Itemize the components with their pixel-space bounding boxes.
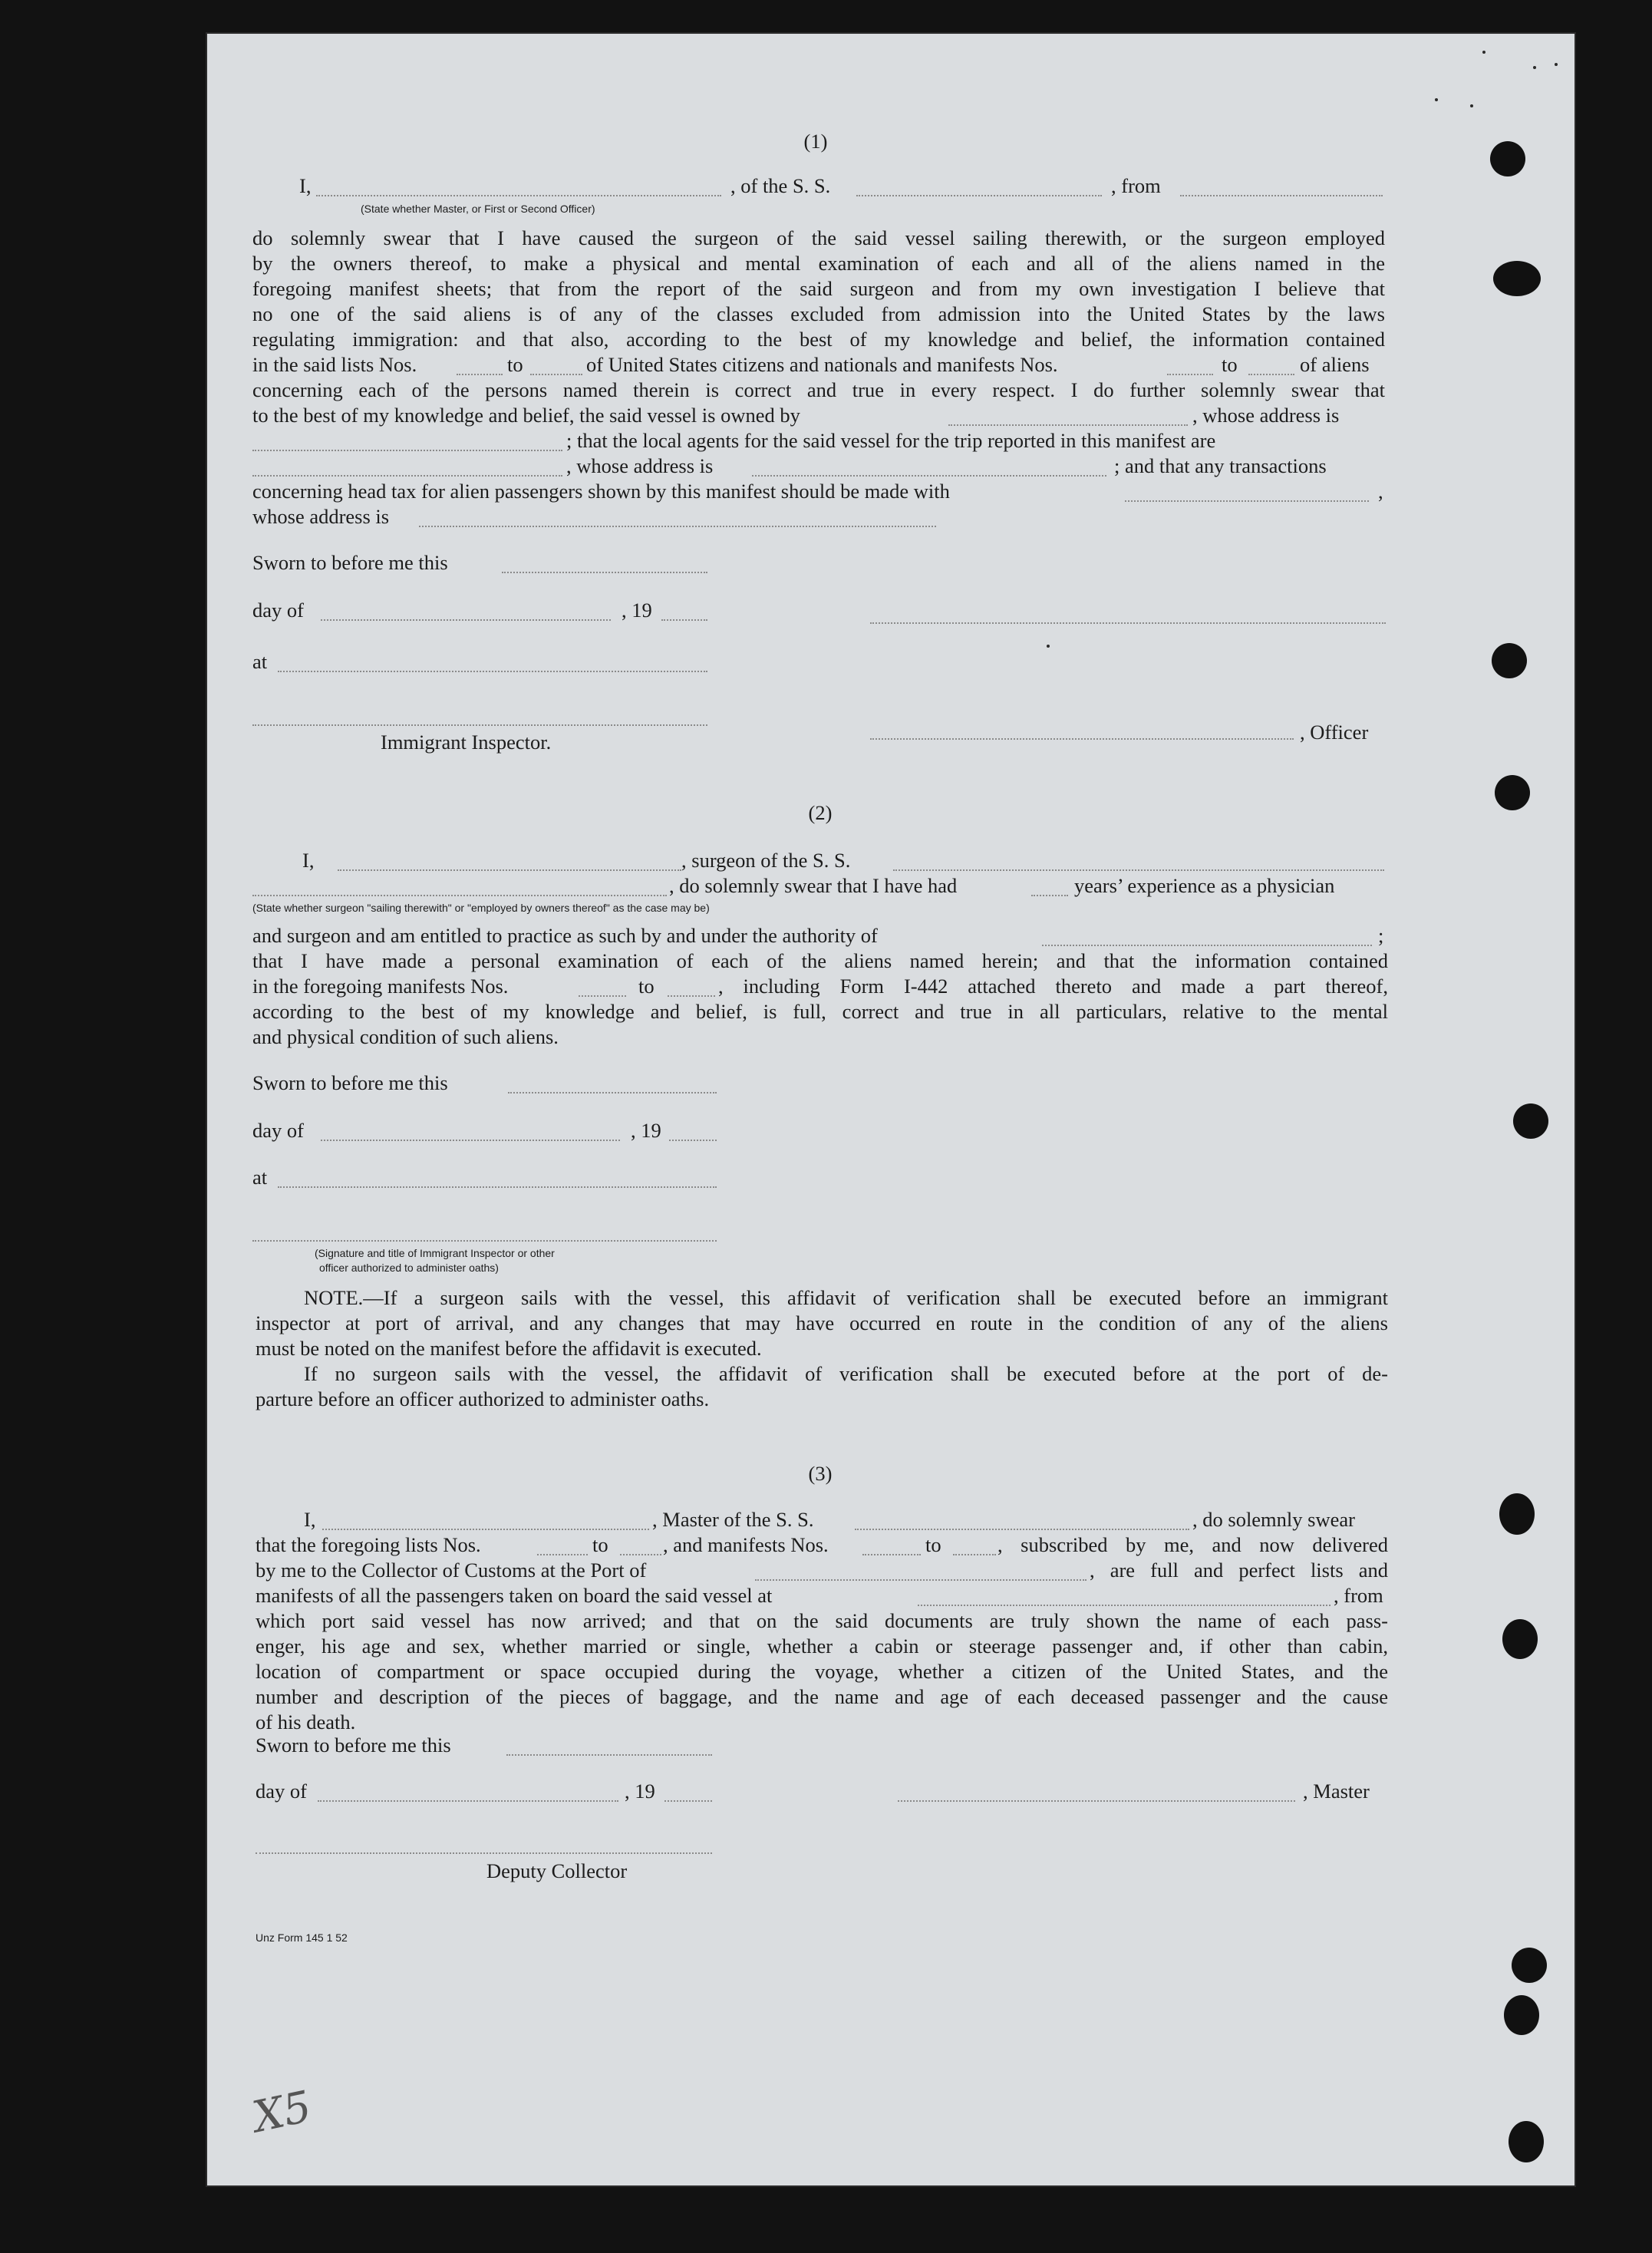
s3-month-field[interactable] xyxy=(318,1800,618,1802)
s2-vessel-field[interactable] xyxy=(893,869,1384,871)
s2-day-of: day of xyxy=(252,1119,304,1142)
s3-line-3b: , are full and perfect lists and xyxy=(1090,1559,1388,1582)
s3-year: , 19 xyxy=(625,1780,655,1803)
s1-inspector: Immigrant Inspector. xyxy=(381,731,552,754)
s1-line-6c: of United States citizens and nationals and manifests Nos. xyxy=(586,353,1058,376)
s3-sworn-day-field[interactable] xyxy=(506,1754,712,1756)
s1-i: I, xyxy=(299,174,312,197)
s1-line-9: ; that the local agents for the said vessel for the trip reported in this manifest are xyxy=(566,429,1216,452)
s1-line-11a: concerning head tax for alien passengers shown by this manifest should be made with xyxy=(252,480,950,503)
s1-line-8b: , whose address is xyxy=(1192,404,1340,427)
s2-line-5b: to xyxy=(638,975,655,998)
form-id: Unz Form 145 1 52 xyxy=(256,1931,348,1944)
s3-manifest-to-field[interactable] xyxy=(953,1554,996,1555)
s1-line-8a: to the best of my knowledge and belief, the said vessel is owned by xyxy=(252,404,800,427)
s1-line-6d: to xyxy=(1222,353,1238,376)
s3-line-1a: I, xyxy=(304,1508,316,1531)
s3-sworn: Sworn to before me this xyxy=(256,1733,451,1757)
punch-hole xyxy=(1495,775,1530,810)
s2-line-3a: and surgeon and am entitled to practice as such by and under the authority of xyxy=(252,924,878,947)
s3-line-2e: , subscribed by me, and now delivered xyxy=(997,1533,1388,1556)
s1-line-10b: ; and that any transactions xyxy=(1114,454,1327,477)
s2-manifest-to-field[interactable] xyxy=(668,995,715,997)
s1-line-2: by the owners thereof, to make a physical and mental examination of each and all of the aliens named in the xyxy=(252,252,1385,275)
s2-at: at xyxy=(252,1166,268,1189)
s3-line-6: enger, his age and sex, whether married or single, whether a cabin or steerage passenger and, if other than cabin, xyxy=(256,1634,1388,1658)
note-line-4: If no surgeon sails with the vessel, the affidavit of verification shall be executed before at the port of de- xyxy=(304,1362,1388,1385)
s1-line-4: no one of the said aliens is of any of the classes excluded from admission into the United States by the laws xyxy=(252,302,1385,325)
surgeon-status-field[interactable] xyxy=(252,895,667,896)
s2-line-7: and physical condition of such aliens. xyxy=(252,1025,559,1048)
handwritten-mark: X5 xyxy=(249,2081,316,2143)
s3-vessel-field[interactable] xyxy=(855,1529,1189,1530)
deputy-signature-line[interactable] xyxy=(256,1852,712,1854)
section-2-number: (2) xyxy=(808,801,833,824)
surgeon-name-field[interactable] xyxy=(338,869,681,871)
s1-sworn: Sworn to before me this xyxy=(252,551,448,574)
s1-line-1: do solemnly swear that I have caused the surgeon of the said vessel sailing therewith, or the surgeon employed xyxy=(252,226,1385,249)
s2-year-field[interactable] xyxy=(669,1140,717,1141)
s3-master: , Master xyxy=(1303,1780,1370,1803)
s2-line-1a: I, xyxy=(302,849,315,872)
speck xyxy=(1470,104,1473,107)
practice-authority-field[interactable] xyxy=(1042,945,1372,946)
s2-sworn: Sworn to before me this xyxy=(252,1071,448,1094)
s2-line-2b: years’ experience as a physician xyxy=(1074,874,1335,897)
s1-line-6e: of aliens xyxy=(1300,353,1370,376)
s2-line-2a: , do solemnly swear that I have had xyxy=(669,874,958,897)
s1-line-7: concerning each of the persons named therein is correct and true in every respect. I do further solemnly swear that xyxy=(252,378,1385,401)
s1-of-ss: , of the S. S. xyxy=(730,174,831,197)
punch-hole xyxy=(1492,643,1527,678)
agents-address-field[interactable] xyxy=(752,475,1106,477)
s3-line-2c: , and manifests Nos. xyxy=(663,1533,829,1556)
s2-line-6: according to the best of my knowledge and belief, is full, correct and true in all particulars, relative to the mental xyxy=(252,1000,1388,1023)
inspector-signature-line[interactable] xyxy=(252,724,707,726)
surgeon-hint: (State whether surgeon "sailing therewith" or "employed by owners thereof" as the case may be) xyxy=(252,902,710,914)
s1-year-field[interactable] xyxy=(661,619,707,621)
s3-line-8: number and description of the pieces of baggage, and the name and age of each deceased passenger and the cause xyxy=(256,1685,1388,1708)
departure-port-field[interactable] xyxy=(1180,195,1383,196)
vessel-name-field[interactable] xyxy=(856,195,1102,196)
note-line-5: parture before an officer authorized to administer oaths. xyxy=(256,1387,710,1410)
punch-hole xyxy=(1493,261,1541,296)
s2-line-4: that I have made a personal examination of each of the aliens named herein; and that the information contained xyxy=(252,949,1388,972)
s2-line-3b: ; xyxy=(1378,924,1384,947)
speck xyxy=(1482,51,1485,54)
s3-line-2d: to xyxy=(925,1533,941,1556)
s3-line-9: of his death. xyxy=(256,1710,356,1733)
speck xyxy=(1533,66,1536,69)
citizen-list-to-field[interactable] xyxy=(530,374,582,375)
s3-deputy: Deputy Collector xyxy=(486,1859,628,1882)
s1-signature-line[interactable] xyxy=(870,622,1386,624)
s3-day-of: day of xyxy=(256,1780,307,1803)
punch-hole xyxy=(1512,1948,1547,1983)
s1-line-6a: in the said lists Nos. xyxy=(252,353,417,376)
s1-year: , 19 xyxy=(622,599,652,622)
owner-address-field[interactable] xyxy=(252,450,562,451)
customs-port-field[interactable] xyxy=(755,1579,1086,1581)
boarding-port-field[interactable] xyxy=(918,1605,1331,1606)
note-line-2: inspector at port of arrival, and any changes that may have occurred en route in the condition of any of the aliens xyxy=(256,1311,1388,1334)
years-experience-field[interactable] xyxy=(1031,895,1068,896)
punch-hole xyxy=(1504,1995,1539,2035)
s1-line-12: whose address is xyxy=(252,505,390,528)
s2-year: , 19 xyxy=(631,1119,661,1142)
head-tax-address-field[interactable] xyxy=(419,526,936,527)
section-1-number: (1) xyxy=(803,130,828,153)
master-name-field[interactable] xyxy=(322,1529,649,1530)
sig-hint-2: officer authorized to administer oaths) xyxy=(319,1262,499,1274)
s3-line-1c: , do solemnly swear xyxy=(1192,1508,1355,1531)
s2-line-5a: in the foregoing manifests Nos. xyxy=(252,975,509,998)
s3-line-2b: to xyxy=(592,1533,608,1556)
punch-hole xyxy=(1490,141,1525,176)
s3-list-from-field[interactable] xyxy=(537,1554,588,1555)
s2-sworn-day-field[interactable] xyxy=(508,1092,717,1094)
s3-line-2a: that the foregoing lists Nos. xyxy=(256,1533,481,1556)
s3-line-7: location of compartment or space occupied during the voyage, whether a citizen of the United States, and the xyxy=(256,1660,1388,1683)
s3-year-field[interactable] xyxy=(664,1800,712,1802)
s3-line-3a: by me to the Collector of Customs at the Port of xyxy=(256,1559,647,1582)
s1-officer: , Officer xyxy=(1300,721,1369,744)
punch-hole xyxy=(1509,2121,1544,2162)
vessel-owner-field[interactable] xyxy=(948,424,1188,426)
s1-line-6b: to xyxy=(507,353,523,376)
head-tax-contact-field[interactable] xyxy=(1125,500,1369,502)
alien-manifest-to-field[interactable] xyxy=(1248,374,1294,375)
note-line-3: must be noted on the manifest before the affidavit is executed. xyxy=(256,1337,762,1360)
s2-month-field[interactable] xyxy=(321,1140,620,1141)
officer-signature-line[interactable] xyxy=(870,738,1294,740)
alien-manifest-from-field[interactable] xyxy=(1167,374,1213,375)
sig-hint-1: (Signature and title of Immigrant Inspector or other xyxy=(315,1247,555,1259)
speck xyxy=(1555,63,1558,66)
s3-line-4b: , from xyxy=(1334,1584,1383,1607)
s1-sworn-day-field[interactable] xyxy=(502,572,707,573)
s2-manifest-from-field[interactable] xyxy=(579,995,626,997)
speck xyxy=(1047,645,1050,648)
s1-at: at xyxy=(252,650,268,673)
officer-hint: (State whether Master, or First or Second Officer) xyxy=(361,203,595,215)
s1-line-5: regulating immigration: and that also, according to the best of my knowledge and belief, the information contained xyxy=(252,328,1385,351)
citizen-list-from-field[interactable] xyxy=(457,374,503,375)
s3-line-1b: , Master of the S. S. xyxy=(652,1508,814,1531)
s3-manifest-from-field[interactable] xyxy=(862,1554,921,1555)
s2-line-5c: , including Form I-442 attached thereto and made a part thereof, xyxy=(718,975,1388,998)
s1-month-field[interactable] xyxy=(321,619,611,621)
s1-place-field[interactable] xyxy=(278,671,707,672)
punch-hole xyxy=(1513,1103,1548,1139)
s1-line-10a: , whose address is xyxy=(566,454,714,477)
section-3-number: (3) xyxy=(808,1462,833,1485)
s2-place-field[interactable] xyxy=(278,1186,717,1188)
s2-line-1b: , surgeon of the S. S. xyxy=(681,849,851,872)
punch-hole xyxy=(1499,1493,1535,1535)
s1-from: , from xyxy=(1111,174,1161,197)
punch-hole xyxy=(1502,1619,1538,1659)
s3-line-4a: manifests of all the passengers taken on board the said vessel at xyxy=(256,1584,773,1607)
s1-day-of: day of xyxy=(252,599,304,622)
s2-signature-line[interactable] xyxy=(252,1240,717,1242)
officer-name-field[interactable] xyxy=(316,195,721,196)
s1-line-11b: , xyxy=(1378,480,1383,503)
s3-line-5: which port said vessel has now arrived; and that on the said documents are truly shown the name of each pass- xyxy=(256,1609,1388,1632)
speck xyxy=(1435,98,1438,101)
s1-line-3: foregoing manifest sheets; that from the report of the said surgeon and from my own investigation I believe that xyxy=(252,277,1385,300)
master-signature-line[interactable] xyxy=(898,1800,1295,1802)
s3-list-to-field[interactable] xyxy=(620,1554,661,1555)
local-agents-field[interactable] xyxy=(252,475,562,477)
note-line-1: NOTE.—If a surgeon sails with the vessel, this affidavit of verification shall be executed before an immigrant xyxy=(304,1286,1388,1309)
